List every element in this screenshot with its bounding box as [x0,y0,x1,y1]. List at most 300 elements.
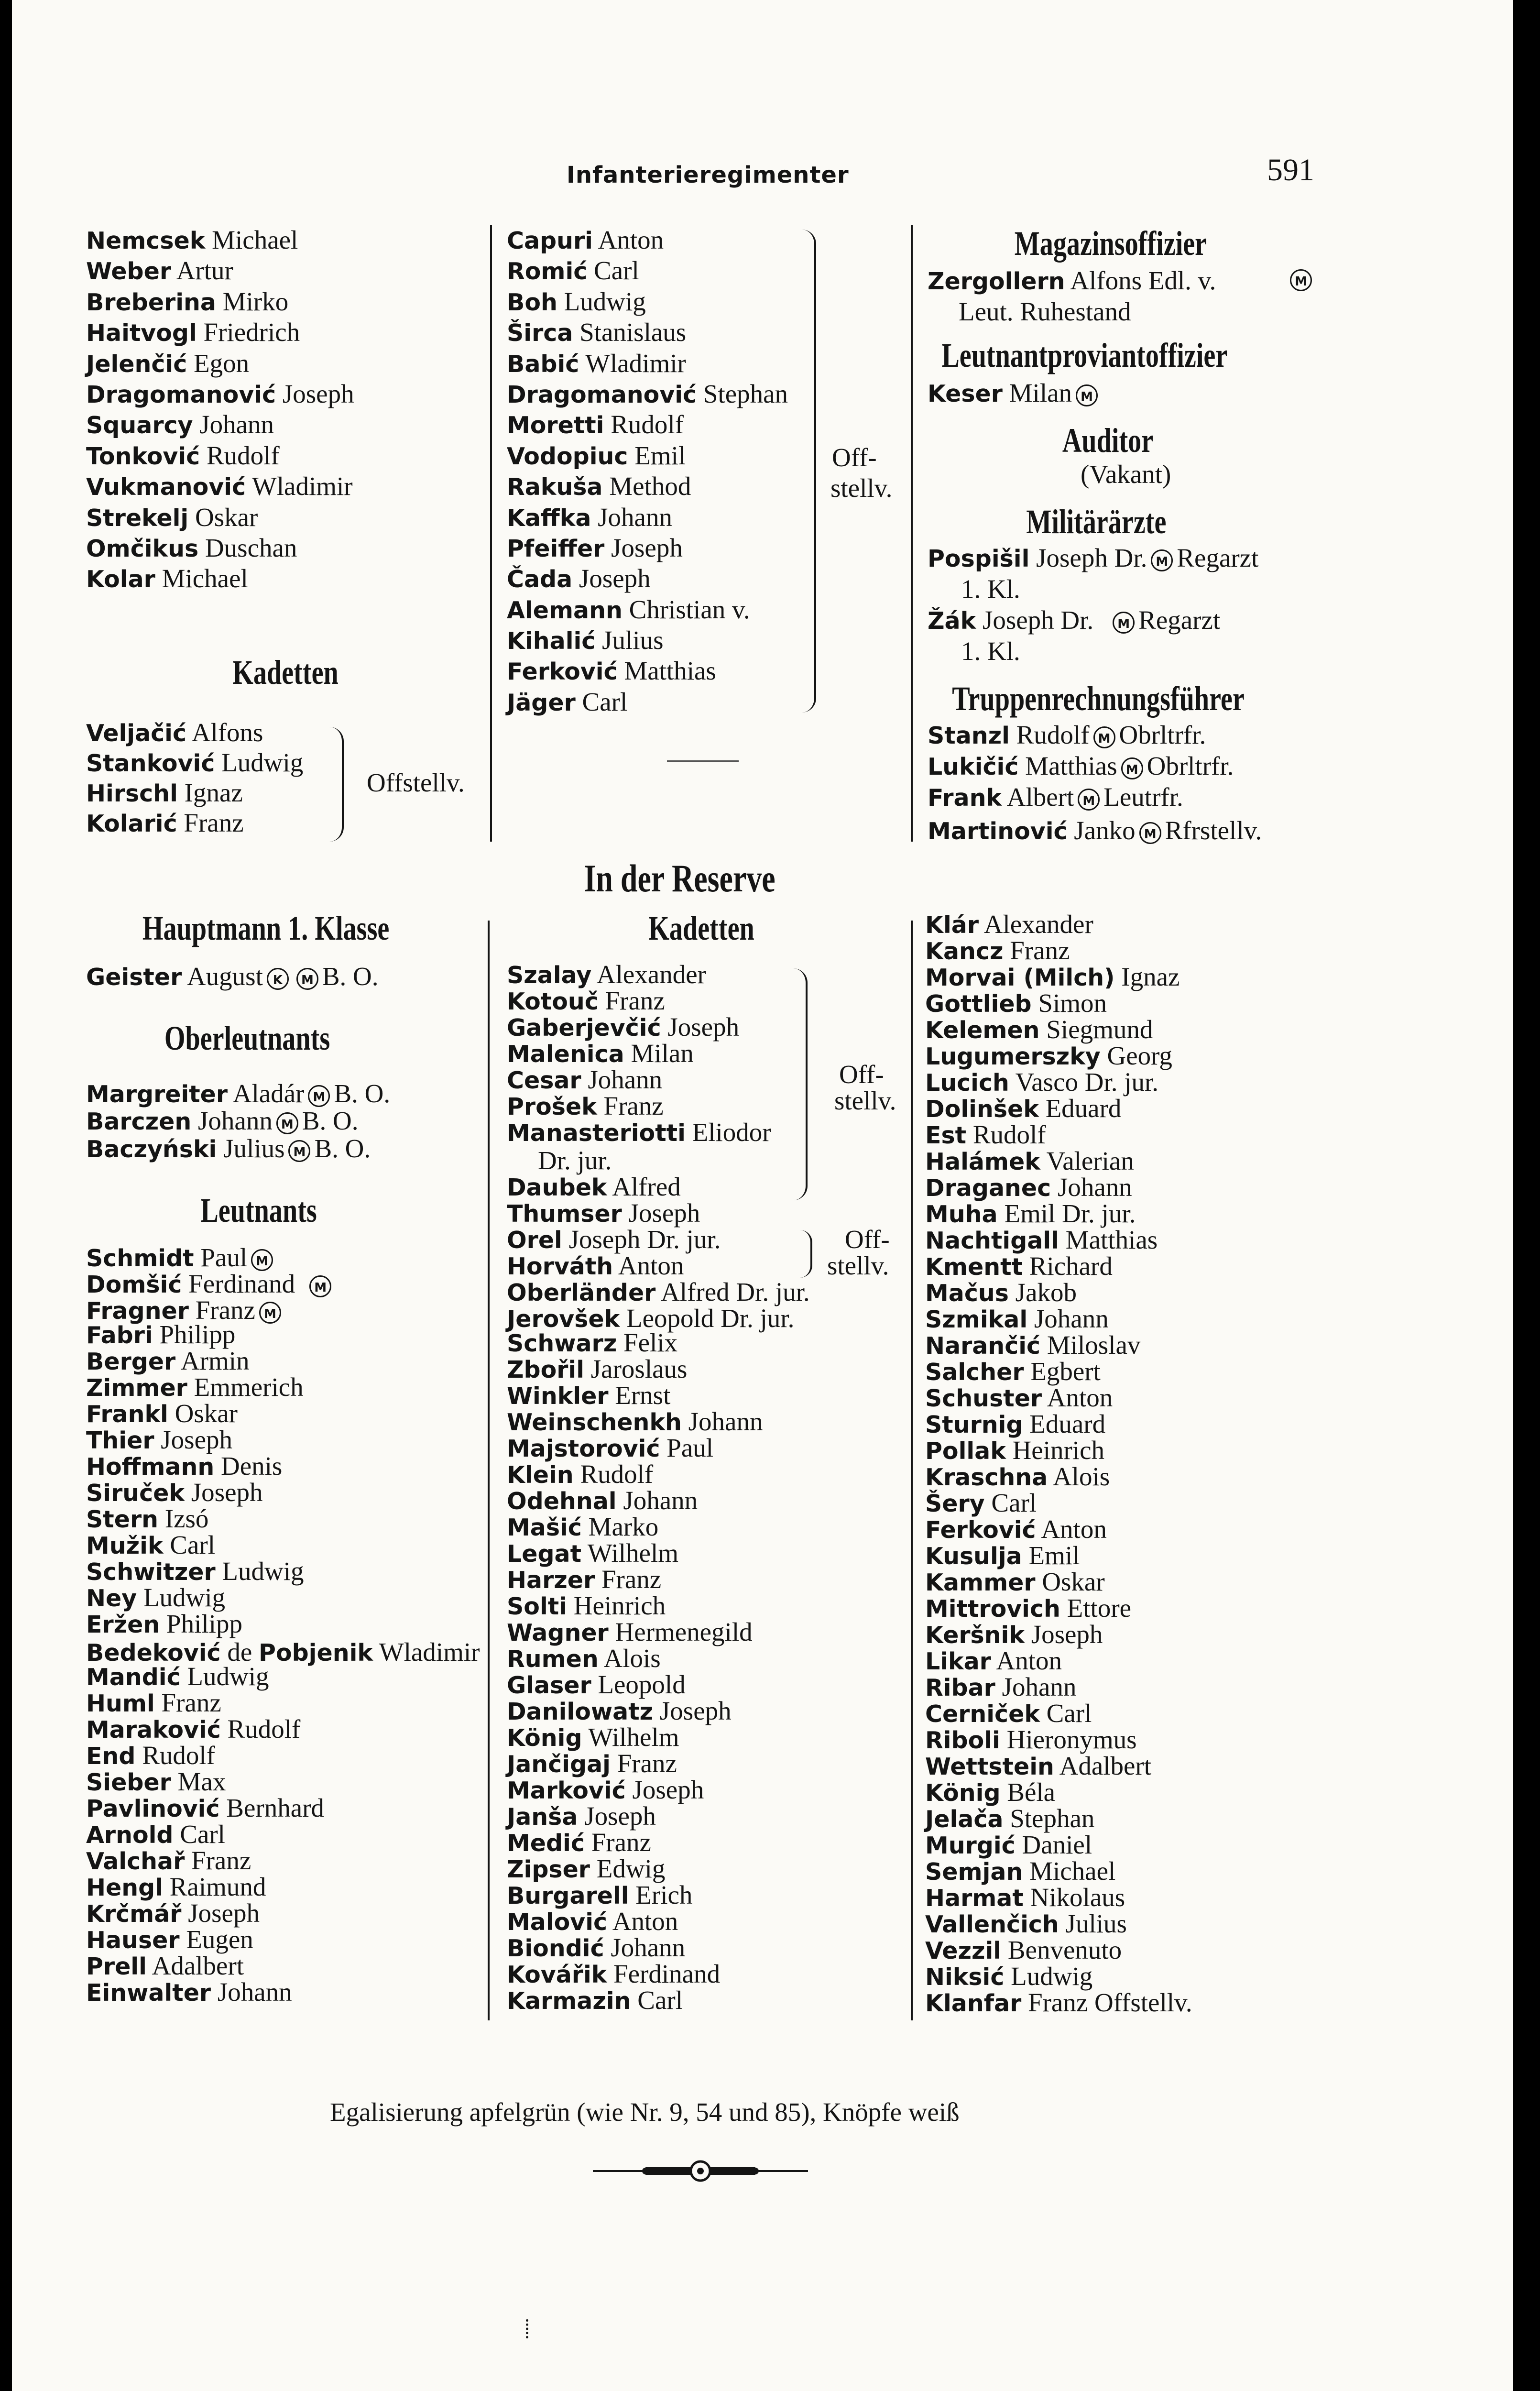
surname: Fragner [86,1297,189,1325]
surname: Kovářik [507,1961,607,1988]
surname: Pospišil [928,545,1030,572]
surname: Draganec [925,1174,1051,1202]
surname: Harzer [507,1567,595,1594]
given-name: Joseph [622,1198,700,1228]
list-item [86,409,354,440]
list-item [507,225,788,255]
list-item [86,1716,324,1742]
list-item [86,1663,324,1689]
given-name: Philipp [153,1320,236,1349]
given-name: Joseph [185,1478,263,1507]
surname: Romić [507,258,588,285]
list-item [925,1937,1192,1963]
given-name: Stanislaus [573,318,687,347]
given-name: Ludwig [215,1557,304,1586]
given-name: Anton [1042,1383,1113,1412]
entry-barczen [86,1106,359,1136]
given-name: Johann [1027,1304,1109,1333]
given-name: Anton [592,225,664,254]
list-item [507,1961,763,1987]
entry-geister [86,961,379,991]
surname: Hengl [86,1874,163,1901]
surname: Zimmer [86,1374,187,1402]
given-name: Matthias [617,656,716,686]
surname: Vodopiuc [507,442,628,470]
given-name: Franz [1003,936,1070,965]
surname: Pollak [925,1437,1006,1465]
surname: Legat [507,1540,582,1568]
given-name: Izsó [158,1504,209,1533]
list-item [507,1803,763,1829]
surname: Sieber [86,1769,171,1796]
given-name: Egbert [1024,1357,1101,1386]
surname: Daubek [507,1174,607,1201]
auditor-vakant: (Vakant) [1081,460,1171,489]
entry-martinovic [928,815,1262,845]
given-name: Oskar [188,502,258,532]
bracket-label-col2-top-1: Off- [832,443,877,472]
list-item [925,1332,1192,1358]
reserve-list-col2 [507,1329,763,2013]
ornament-rule [593,2159,808,2183]
surname: Mandić [86,1664,181,1691]
given-name: Johann [1051,1173,1132,1202]
given-name: Alfons [186,718,263,747]
given-name: Franz [597,1091,664,1120]
given-name: Alexander [979,910,1093,939]
list-item [507,1592,763,1619]
surname: Hirschl [86,780,178,807]
list-item [86,502,354,533]
m-badge-icon: M [1290,269,1312,291]
given-name: Joseph [572,564,651,593]
given-name: Heinrich [567,1591,666,1620]
list-item [925,1858,1192,1884]
list-item [925,964,1192,990]
m-badge-icon: M [1139,822,1161,844]
list-item [925,1121,1192,1148]
m-badge-icon: M [308,1085,330,1107]
surname: Gaberjevčić [507,1014,661,1042]
surname: Vezzil [925,1937,1002,1964]
list-item [86,1479,304,1505]
page-number: 591 [1267,153,1314,187]
list-item [925,1279,1192,1305]
list-item [507,687,788,717]
list-item [86,1926,324,1952]
given-name: Anton [613,1251,684,1280]
surname: Horváth [507,1253,613,1280]
leutnants-list-col1-a [86,1321,304,1637]
surname: Tonković [86,442,200,470]
entry-domsic [86,1269,335,1299]
given-name: Adalbert [146,1951,244,1980]
list-item [86,1558,304,1584]
reserve-list-col3 [925,911,1192,2016]
surname: Fabri [86,1322,153,1349]
list-item [86,1900,324,1926]
heading-oberleutnants: Oberleutnants [164,1019,330,1057]
list-item [86,1611,304,1637]
given-name: Eliodor [685,1118,771,1147]
list-item [86,1979,324,2005]
surname: Narančić [925,1332,1041,1360]
surname: Zbořil [507,1356,585,1383]
running-header: Infanterieregimenter [567,162,849,188]
given-name: Carl [1039,1699,1092,1728]
surname: Kmentt [925,1253,1023,1281]
list-item [507,1382,763,1408]
list-item [507,1987,763,2013]
surname: Stern [86,1506,158,1533]
given-name: Janko [1067,816,1136,845]
list-item [507,1461,763,1487]
surname: Baczyński [86,1136,217,1163]
list-item [507,1329,763,1356]
surname: Barczen [86,1108,192,1135]
given-name: Joseph [661,1012,740,1042]
surname: Harmat [925,1885,1024,1912]
given-name: Ludwig [1004,1962,1093,1991]
column-rule-1 [490,225,492,842]
given-name: Armin [175,1346,250,1375]
list-item [507,317,788,348]
surname: Lugumerszky [925,1043,1101,1070]
given-name: Philipp [160,1609,242,1638]
rank: B. O. [334,1079,391,1108]
surname: Mašić [507,1514,582,1541]
surname: Majstorović [507,1435,660,1462]
surname: Geister [86,964,182,991]
surname: Jelenčić [86,350,187,378]
surname: Berger [86,1348,176,1375]
m-badge-icon: M [1076,384,1098,406]
surname: Kelemen [925,1017,1040,1044]
list-item [507,1750,763,1777]
given-name: Anton [991,1646,1062,1675]
list-item [507,502,788,533]
surname: Mužik [86,1532,164,1559]
given-name: Michael [1023,1856,1116,1886]
given-name: Alexander [591,960,706,989]
list-item [925,1200,1192,1227]
surname: Kaffka [507,504,591,532]
list-item [925,1042,1192,1069]
list-item [925,1384,1192,1411]
k-badge-icon: K [267,968,289,990]
surname: Schmidt [86,1245,194,1272]
given-name: Franz [584,1828,651,1857]
bracket-col2-bottom-1 [791,968,808,1200]
given-name: Wilhelm [581,1538,679,1568]
surname: Keršnik [925,1622,1025,1649]
surname: Salcher [925,1359,1024,1386]
list-item [925,1490,1192,1516]
list-item [925,990,1192,1016]
given-name: Joseph [181,1898,260,1928]
surname: Karmazin [507,1987,631,2015]
list-item [86,1742,324,1768]
surname: Wagner [507,1619,609,1646]
given-name: Johann [995,1672,1077,1701]
list-item [925,1174,1192,1200]
given-name: Raimund [163,1872,266,1901]
surname: Stanzl [928,722,1010,749]
given-name: Joseph Dr. [976,605,1094,635]
heading-kadetten-col1: Kadetten [232,653,339,691]
entry-manasteriotti-line2: Dr. jur. [538,1146,612,1175]
surname: Stanković [86,750,215,777]
surname: Rumen [507,1645,599,1673]
surname: Hauser [86,1927,180,1954]
list-item [86,1532,304,1558]
given-name: Johann [211,1977,292,2007]
list-item [925,1674,1192,1700]
surname: Klein [507,1461,574,1489]
bracket1-label-2: stellv. [834,1086,896,1115]
rank: Rfrstellv. [1165,816,1262,845]
given-name: Benvenuto [1001,1935,1122,1964]
given-name: Duschan [198,533,297,562]
given-name: Ettore [1060,1593,1132,1623]
given-name: Richard [1023,1251,1113,1281]
surname: Rakuša [507,473,603,501]
list-item [86,1874,324,1900]
given-name: Christian v. [622,594,750,624]
list-item [86,1821,324,1847]
given-name: Julius [1059,1909,1127,1938]
bracket-kadetten-col1 [328,727,344,842]
list-item [86,225,354,255]
given-name: Rudolf [135,1741,215,1770]
given-name: Rudolf [573,1459,654,1489]
given-name: Ludwig [557,286,646,316]
list-item [507,1040,771,1066]
surname: Arnold [86,1821,174,1849]
surname: Kotouč [507,988,599,1015]
given-name: Johann [616,1486,698,1515]
stray-mark [526,2319,532,2338]
surname: Klanfar [925,1990,1022,2017]
given-name: Carl [984,1488,1037,1517]
kadetten-list-col1 [86,717,303,838]
list-item [86,440,354,471]
surname: Jäger [507,689,576,716]
list-item [86,379,354,409]
surname: Prošek [507,1093,597,1120]
surname: Oberländer [507,1279,656,1306]
list-item [507,1514,763,1540]
list-item [507,1435,763,1461]
m-badge-icon: M [1121,757,1143,779]
given-name: Alfred Dr. jur. [655,1277,810,1306]
list-item [925,1016,1192,1042]
rank: B. O. [314,1134,371,1163]
surname: Kusulja [925,1543,1022,1570]
surname: Niksić [925,1963,1005,1991]
given-name: Siegmund [1039,1015,1153,1044]
m-badge-icon: M [1151,549,1173,571]
surname: Martinović [928,818,1068,845]
given-name: Eduard [1023,1409,1106,1438]
surname: Janša [507,1803,578,1831]
entry-schmidt [86,1242,277,1272]
list-item [507,987,771,1014]
list-item [925,1805,1192,1832]
given-name: Emil [628,440,686,470]
list-item [86,317,354,348]
given-name: Leopold [591,1670,686,1699]
surname: Odehnal [507,1488,617,1515]
list-item [86,471,354,502]
given-name: Rudolf [200,440,280,470]
surname: Solti [507,1593,567,1620]
given-name: Emil [1022,1541,1080,1570]
surname: Zipser [507,1856,590,1883]
kadetten-list-col2 [507,961,771,1145]
officer-list-col1-top [86,225,354,594]
list-item [507,1777,763,1803]
given-name: Julius [595,625,664,655]
surname: Haitvogl [86,319,197,347]
list-item [86,1952,324,1979]
surname: Ribar [925,1674,995,1701]
entry-pospisil [928,543,1258,573]
list-item [86,778,303,808]
leutnants-list-col1-b [86,1663,324,2005]
list-item [86,533,354,563]
rank: Leutrfr. [1103,782,1183,812]
column-rule-2 [911,225,913,842]
surname: Danilowatz [507,1698,654,1725]
given-name: Eduard [1038,1094,1122,1123]
surname: Einwalter [86,1979,211,2007]
list-item [86,808,303,838]
surname: Riboli [925,1727,1000,1754]
list-item [925,1542,1192,1568]
heading-hauptmann: Hauptmann 1. Klasse [142,909,390,947]
surname: Ferković [925,1516,1036,1544]
surname: Cerniček [925,1700,1040,1728]
list-item [925,1647,1192,1674]
surname: Jerovšek [507,1305,620,1333]
given-name: Johann [191,1106,273,1135]
given-name: Joseph [625,1775,704,1804]
heading-truppenrechnungsfuehrer: Truppenrechnungsführer [952,680,1245,718]
rank: B. O. [322,962,379,991]
given-name: Method [602,472,691,501]
given-name: Artur [171,256,233,285]
given-name: Joseph [154,1425,232,1454]
given-name: Franz [177,808,244,837]
heading-kadetten-col2: Kadetten [648,909,754,947]
given-name: Rudolf [1009,720,1090,749]
given-name: Carl [163,1530,215,1559]
surname: Pavlinović [86,1795,220,1822]
surname: Strekelj [86,504,189,532]
given-name: Franz [188,1295,255,1325]
given-name: Emil Dr. jur. [997,1199,1136,1228]
given-name: Friedrich [197,318,300,347]
given-name: Carl [631,1985,683,2015]
given-name: Bernhard [219,1793,324,1822]
surname: Dragomanović [507,381,697,408]
heading-auditor: Auditor [1062,421,1154,460]
entry-orel [507,1224,721,1254]
given-name: Adalbert [1054,1751,1152,1780]
given-name: Ignaz [177,778,243,807]
entry-bedekovic [86,1637,480,1667]
surname: Širca [507,319,573,347]
surname: Kraschna [925,1464,1048,1491]
given-name: Joseph Dr. [1029,543,1147,572]
list-item [925,937,1192,964]
list-item [86,1768,324,1795]
surname: Weinschenkh [507,1409,682,1436]
list-item [507,1356,763,1382]
given-name: Franz [154,1688,221,1717]
surname: Marković [507,1777,626,1804]
given-name: Rudolf [220,1714,301,1744]
m-badge-icon: M [288,1140,310,1162]
list-item [86,1689,324,1716]
list-item [507,1698,763,1724]
entry-zergollern-line2: Leut. Ruhestand [959,297,1131,326]
list-item [925,1700,1192,1726]
heading-leutnants: Leutnants [200,1191,317,1229]
list-item [507,1066,771,1093]
list-item [925,1621,1192,1647]
given-name: Felix [617,1328,678,1357]
surname: Breberina [86,288,216,316]
given-name: Paul [660,1433,714,1462]
surname: Sturnig [925,1411,1023,1438]
bracket1-label-1: Off- [839,1060,884,1089]
given-name: Wilhelm [582,1722,679,1752]
list-item [507,563,788,594]
list-item [925,1989,1192,2016]
given-name: Stephan [697,379,788,408]
given-name: Denis [214,1451,283,1481]
list-item [925,1253,1192,1279]
surname: Vukmanović [86,473,246,501]
list-item [86,563,354,594]
list-item [925,1516,1192,1542]
list-item [925,1411,1192,1437]
bracket-label-kadetten-col1: Offstellv. [367,768,465,797]
given-name: Ludwig [180,1662,269,1691]
entry-zak-line2: 1. Kl. [961,636,1020,666]
given-name: Milan [624,1039,694,1068]
list-item [507,961,771,987]
surname: Szalay [507,962,592,989]
rank: Regarzt [1138,605,1221,635]
footer-egalisierung: Egalisierung apfelgrün (wie Nr. 9, 54 und 85), Knöpfe weiß [330,2097,960,2127]
surname: Dragomanović [86,381,276,408]
surname: Šery [925,1490,985,1517]
list-item [925,1963,1192,1989]
list-item [86,1400,304,1426]
given-name: Michael [205,225,298,254]
list-item [86,1795,324,1821]
bracket2-label-1: Off- [845,1225,890,1254]
surname: Schuster [925,1385,1042,1412]
given-name: Franz [185,1846,251,1875]
given-name: Carl [575,687,628,716]
given-name: Matthias [1059,1225,1158,1254]
list-item [925,1884,1192,1910]
surname: Kihalić [507,627,596,655]
